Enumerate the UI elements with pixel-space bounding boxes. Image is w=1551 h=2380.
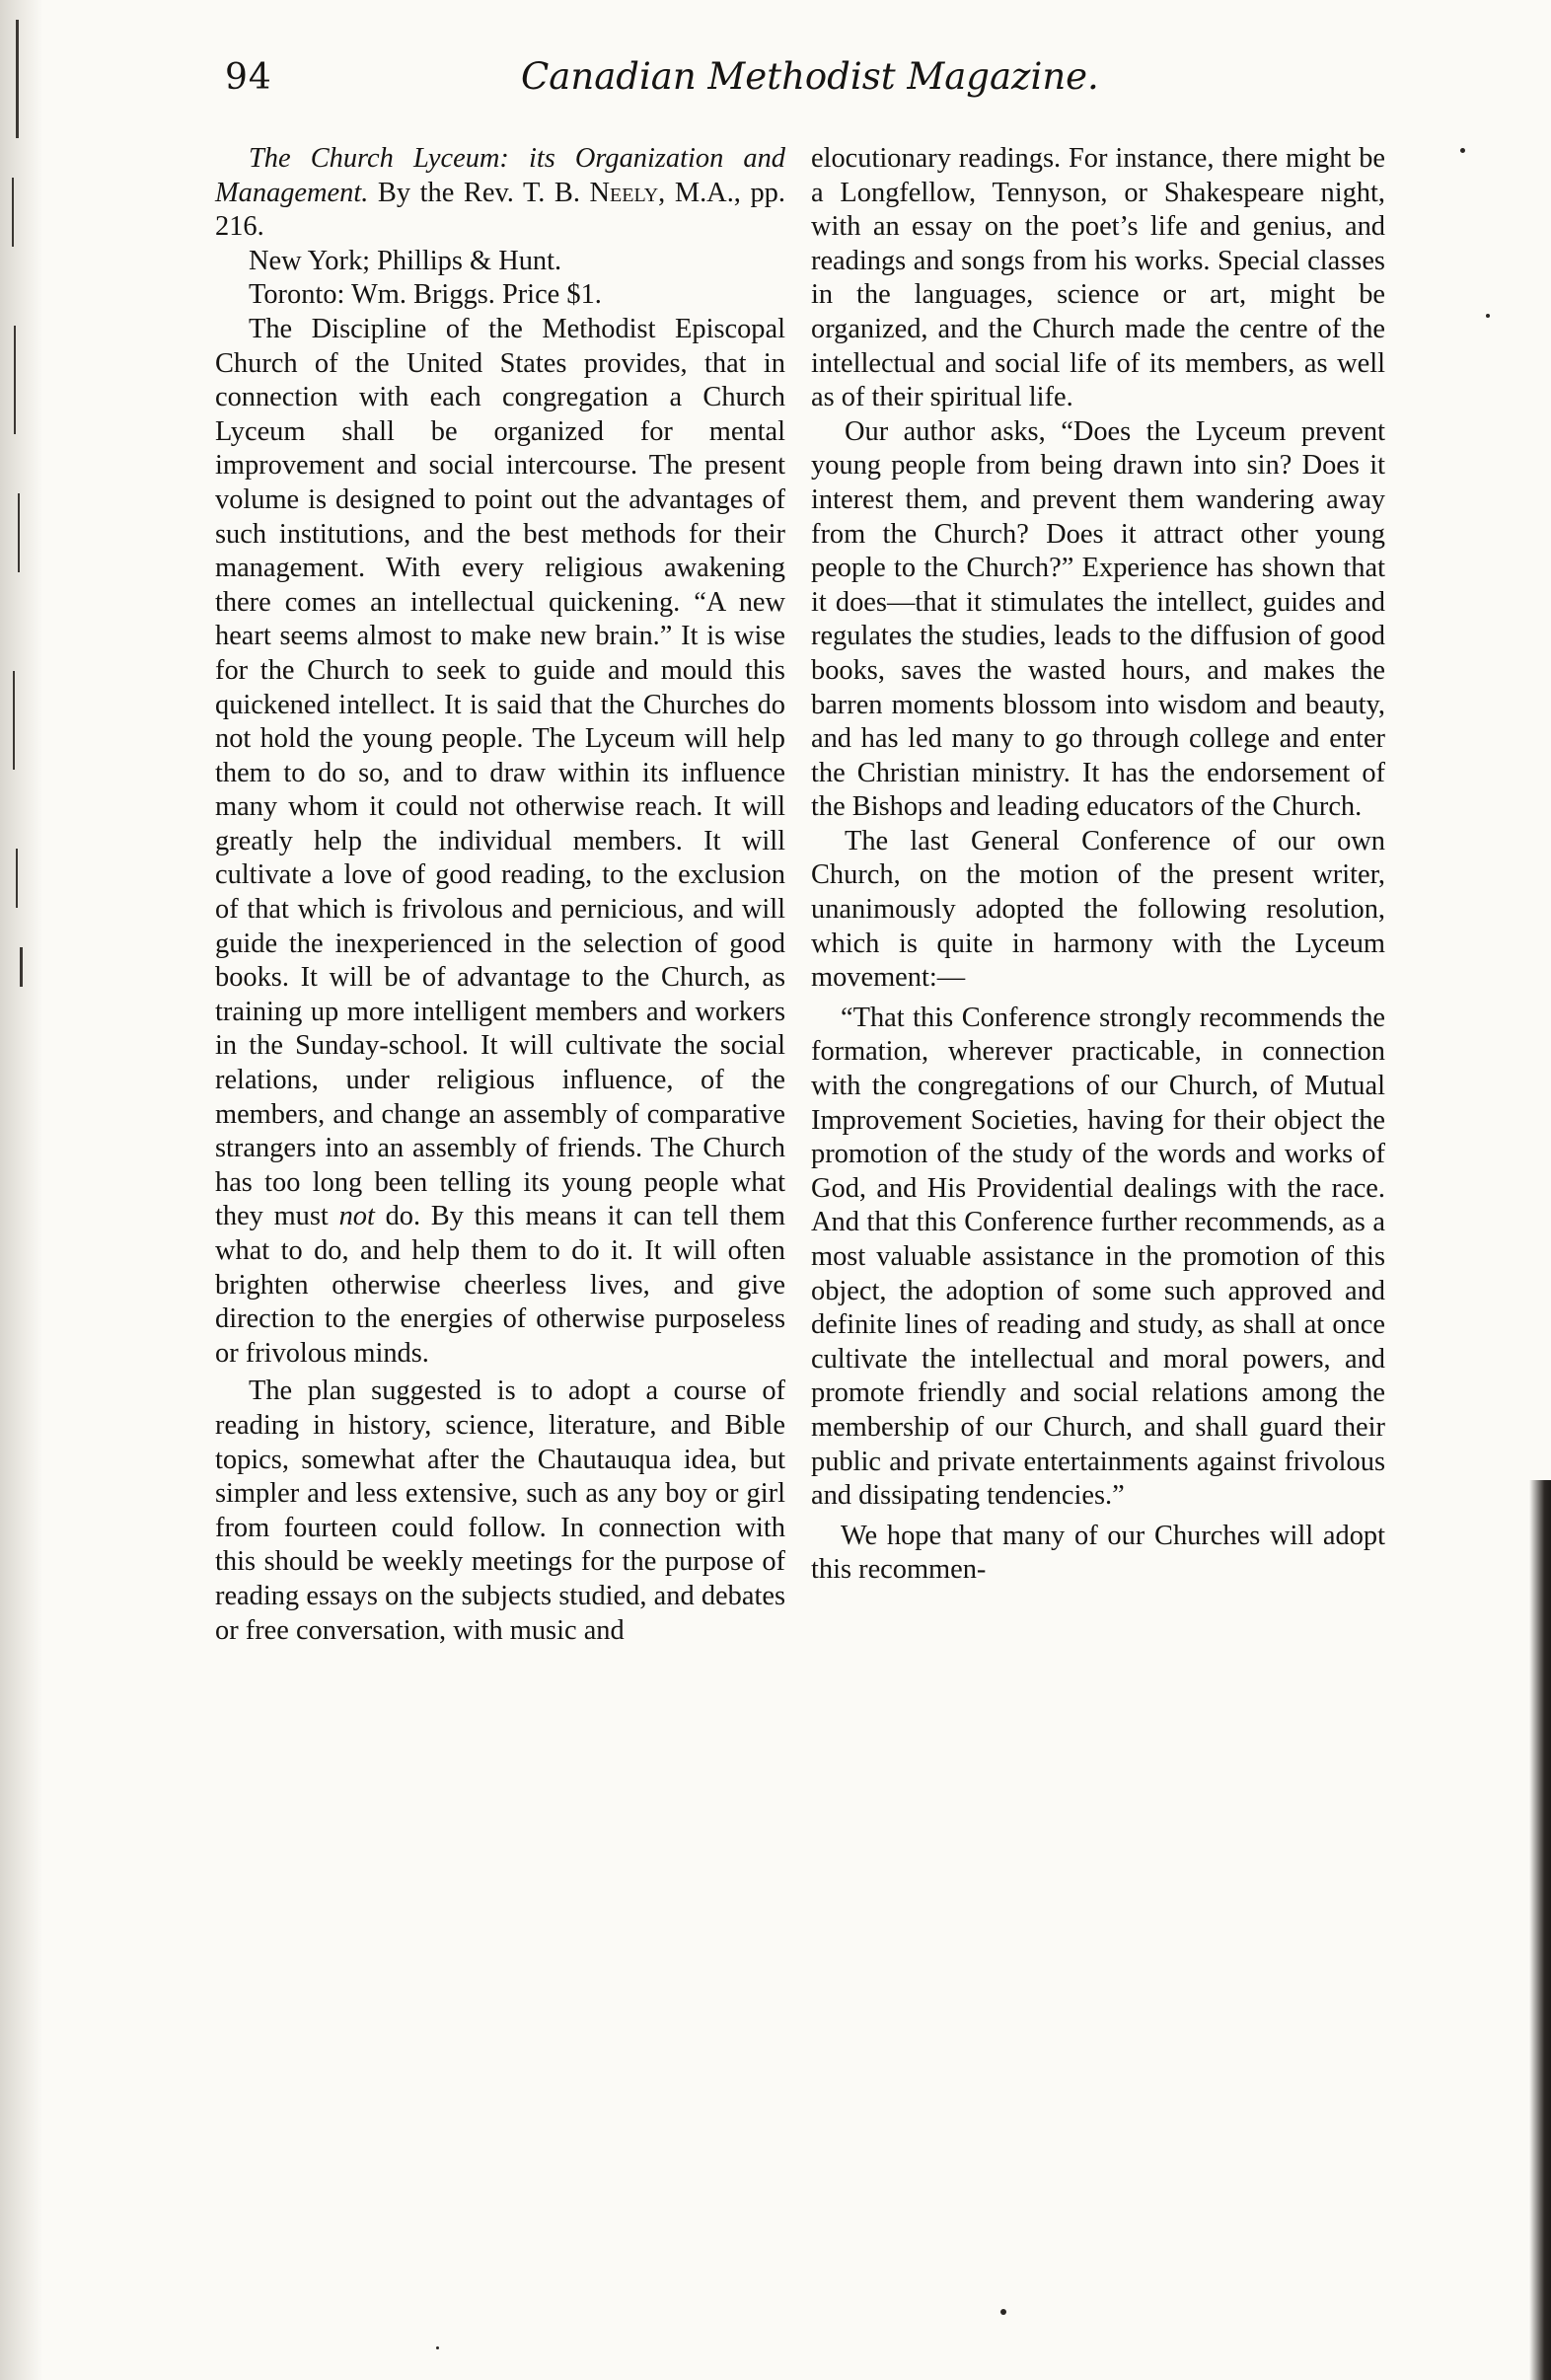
emphasis-not: not [338,1201,375,1232]
review-degree-pages: M.A., pp. 216. [215,177,785,243]
ink-speck [1486,314,1490,318]
gutter-mark [14,326,16,434]
resolution-quote: “That this Conference strongly recommends the formation, wherever practicable, in connection with the congregations of our Church, of Mutual Improvement Societies, having for their object the promotion of the study of the words and works of God, and His Providential dealings with the race. And that this Conference further recommends, as a most valuable assistance in the promotion of this object, the adoption of some such approved and definite lines of reading and study, as shall at once cultivate the intellectual and moral powers, and promote friendly and social relations among the membership of our Church, and shall guard their public and private entertainments against frivolous and dissipating tendencies.” [811,1002,1385,1512]
ink-speck [436,2346,439,2349]
review-author: Neely, [589,177,666,208]
running-title: Canadian Methodist Magazine. [521,55,1099,98]
gutter-mark [16,20,19,138]
ink-speck [1460,148,1465,153]
body-paragraph: The last General Conference of our own Church, on the motion of the present writer, unanimously adopted the following resolution, which is quite in harmony with the Lyceum movement:— [811,825,1385,994]
gutter-mark [18,493,20,572]
body-paragraph: Our author asks, “Does the Lyceum prevent young people from being drawn into sin? Does it interest them, and prevent them wandering away from the Church? Does it attract other young people to the Church?” Experience has shown that it does—that it stimulates the intellect, guides and regulates the studies, leads to the diffusion of good books, saves the wasted hours, and makes the barren moments blossom into wisdom and beauty, and has led many to go through college and enter the Christian ministry. It has the endorsement of the Bishops and leading educators of the Church. [811,415,1385,823]
page-binding-edge [0,0,43,2380]
review-heading [215,142,785,313]
left-column [215,142,785,1648]
page-number: 94 [225,57,272,98]
gutter-mark [16,849,18,908]
page-right-edge-shadow [1529,1480,1551,2380]
gutter-mark [13,671,15,770]
gutter-mark [20,947,23,987]
body-paragraph [215,313,785,1371]
review-publisher: New York; Phillips & Hunt. [249,245,562,276]
book-title: The Church Lyceum: its Organization and Management. [215,143,785,208]
page-header [225,47,1261,116]
body-paragraph: We hope that many of our Churches will adopt this recommen- [811,1520,1385,1586]
body-paragraph: The plan suggested is to adopt a course of reading in history, science, literature, and Bible topics, somewhat after the Chautauqua idea, but simpler and less extensive, such as any boy or girl from fourteen could follow. In connection with this should be weekly meetings for the purpose of reading essays on the subjects studied, and debates or free conversation, with music and [215,1376,785,1646]
ink-speck [1000,2309,1006,2315]
review-by-line: By the Rev. T. B. [377,177,580,208]
paragraph-text: do. By this means it can tell them what to do, and help them to do it. It will often brighten otherwise cheerless lives, and give direction to the energies of otherwise purposeless or frivolous minds. [215,1201,785,1369]
body-paragraph-continued: elocutionary readings. For instance, there might be a Longfellow, Tennyson, or Shakespeare night, with an essay on the poet’s life and genius, and readings and songs from his works. Special classes in the languages, science or art, might be organized, and the Church made the centre of the intellectual and social life of its members, as well as of their spiritual life. [811,143,1385,413]
right-column [811,142,1385,1588]
review-agent-price: Toronto: Wm. Briggs. Price $1. [249,279,602,311]
paragraph-text: The Discipline of the Methodist Episcopal Church of the United States provides, that in connection with each congregation a Church Lyceum shall be organized for mental improvement and social intercourse. The present volume is designed to point out the advantages of such institutions, and the best methods for their management. With every religious awakening there comes an intellectual quickening. “A new heart seems almost to make new brain.” It is wise for the Church to seek to guide and mould this quickened intellect. It is said that the Churches do not hold the young people. The Lyceum will help them to do so, and to draw within its influence many whom it could not otherwise reach. It will greatly help the individual members. It will cultivate a love of good reading, to the exclusion of that which is frivolous and pernicious, and will guide the inexperienced in the selection of good books. It will be of advantage to the Church, as training up more intelligent members and workers in the Sunday-school. It will cultivate the social relations, under religious influence, of the members, and change an assembly of comparative strangers into an assembly of friends. The Church has too long been telling its young people what they must [215,313,785,1232]
gutter-mark [12,178,14,247]
